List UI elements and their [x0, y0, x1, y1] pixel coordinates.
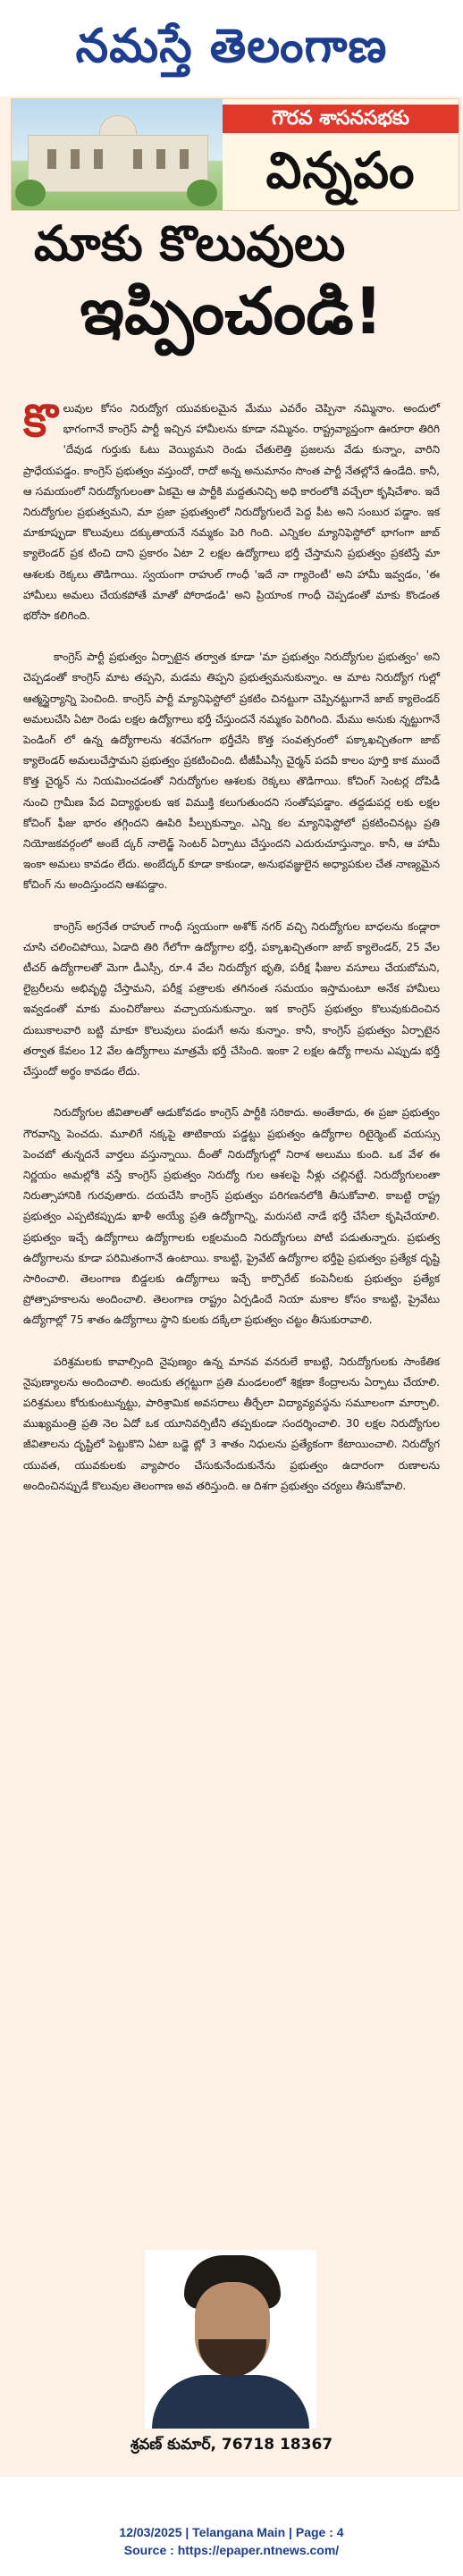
headline-line-1: మాకు కొలువులు — [34, 215, 346, 272]
headline — [11, 214, 452, 357]
author-photo — [145, 2250, 316, 2429]
author-name: శ్రవణ్ కుమార్, — [130, 2436, 216, 2454]
column-banner — [11, 98, 459, 211]
footer — [0, 2523, 463, 2559]
article-paragraph: నిరుద్యోగుల జీవితాలతో ఆడుకోవడం కాంగ్రెస్ పార్టీకి సరికాదు. అంతేకాదు, ఈ ప్రజా ప్రభుత్వం గౌరవాన్ని పెంచదు. మూలిగే నక్కపై తాటికాయ పడ్డట్టు ప్రభుత్వం ఉద్యోగాల రిటైర్మెంట్ వయస్సు పెంచబో తున్నదనే వార్తలు వస్తున్నాయి. దీంతో నిరుద్యోగుల్లో నిరాశ అలుము కుంది. ఒక వేళ ఈ నిర్ణయం అమల్లోకి వస్తే కాంగ్రెస్ ప్రభుత్వం నిరుద్యో గుల ఆశలపై నీళ్లు చల్లినట్టే. నిరుద్యోగులంతా నిరుత్సాహానికి గురవుతారు. దయచేసి కాంగ్రెస్ ప్రభుత్వం పరిగణనలోకి తీసుకోవాలి. కాబట్టి రాష్ట్ర ప్రభుత్వం ఎప్పటికప్పుడు ఖాళీ అయ్యే ప్రతి ఉద్యోగాన్ని, మరుసటి నాడే భర్తీ చేసేలా కృషిచేయాలి. ప్రభుత్వం ఇచ్చే ఉద్యోగాలు ఉద్యోగాలకు లక్షలమంది నిరుద్యోగులు పోటీ పడుతున్నారు. ప్రభుత్వ ఉద్యోగాలను కూడా పరిమితంగానే ఉంటాయి. కాబట్టి, ప్రైవేట్ ఉద్యోగాల భర్తీపై ప్రభుత్వం ప్రత్యేక దృష్టి సారించాలి. తెలంగాణ బిడ్డలకు ఉద్యోగాలు ఇచ్చే కార్పొరేట్ కంపెనీలకు ప్రభుత్వం ప్రత్యేక ప్రోత్సాహకాలను అందించాలి. తెలంగాణ రాష్ట్రం ఏర్పడిందే నియా మకాల కోసం కాబట్టి, ప్రైవేటు ఉద్యోగాల్లో 75 శాతం ఉద్యోగాలు స్థాని కులకు దక్కేలా ప్రభుత్వం చట్టం తీసుకురావాలి. — [23, 1106, 440, 1327]
source-line: Source : https://epaper.ntnews.com/ — [123, 2543, 340, 2557]
banner-title: విన్నపం — [265, 142, 416, 200]
edition-line: 12/03/2025 | Telangana Main | Page : 4 — [119, 2525, 344, 2539]
drop-cap: కొ — [23, 395, 58, 447]
article-paragraph: కాంగ్రెస్ పార్టీ ప్రభుత్వం ఏర్పాటైన తర్వాత కూడా 'మా ప్రభుత్వం నిరుద్యోగుల ప్రభుత్వం' అని చెప్పడంతో కాంగ్రెస్ మాట తప్పని, మడమ తిప్పని ప్రభుత్వమనుకున్నాం. ఆ మాట నిరుద్యోగ గుల్లో ఆత్మస్థైర్యాన్ని పెంచింది. కాంగ్రెస్ పార్టీ మ్యానిఫెస్టోలో ప్రకటిం చినట్టుగా చెప్పినట్టుగానే జాబ్ క్యాలెండర్ అమలుచేసి ఏటా రెండు లక్షల ఉద్యోగాలు భర్తీ చేస్తుందనే నమ్మకం పెరిగింది. మేము అనుకు న్నట్టుగానే పెండింగ్ లో ఉన్న ఉద్యోగాలను శరవేగంగా భర్తీచేసి కొత్త సంవత్సరంలో పక్కాఖచ్చితంగా జాబ్ క్యాలెండర్ అమలుచేస్తామని ప్రభుత్వం ప్రకటించింది. టీజీపీఎస్సీ చైర్మన్ పదవీ కాలం పూర్తి కాక ముందే కొత్త చైర్మన్ ను నియమించడంతో నిరుద్యోగుల ఆశలకు రెక్కలు తొడిగాయి. కోచింగ్ సెంటర్ల దోపిడీ నుంచి గ్రామీణ పేద విద్యార్థులకు ఇక విముక్తి కలుగుతుందని సంతోషపడ్డాం. తద్దడుపర్ల లకు లక్షల కోచింగ్ ఫీజు భారం తగ్గిందని ఊపిరి పీల్చుకున్నాం. ఎన్ని కల మ్యానిఫెస్టోలో ప్రకటించినట్లు ప్రతి నియోజకవర్గంలో అంబే ద్కర్ నాలెడ్జ్ సెంటర్ ఏర్పాటు చేస్తుందని ఎదురుచూస్తున్నాం. కానీ, ఆ హామీ ఇంకా అమలు కావడం లేదు. అంబేద్కర్ కూడా కాకుండా, అనుభవజ్ఞులైన అధ్యాపకుల చేత నాణ్యమైన కోచింగ్ ను అందిస్తుందని ఆశపడ్డాం. — [23, 650, 440, 892]
masthead-title: నమస్తే తెలంగాణ — [75, 20, 388, 73]
assembly-building-photo — [12, 99, 223, 210]
article-paragraph: పరిశ్రమలకు కావాల్సింది నైపుణ్యం ఉన్న మానవ వనరులే కాబట్టి, నిరుద్యోగులకు సాంకేతిక నైపుణ్యాలను అందించాలి. అందుకు తగ్గట్టుగా ప్రతి మండలంలో శిక్షణా కేంద్రాలను ఏర్పాటు చేయాలి. పరిశ్రమలు కోరుకుంటున్నట్టు, పారిశ్రామిక అవసరాలు తీర్చేలా విద్యావ్యవస్థను సమూలంగా మార్చాలి. ముఖ్యమంత్రి ప్రతి నెల ఏదో ఒక యూనివర్సిటీని తప్పకుండా సందర్శించాలి. 30 లక్షల నిరుద్యోగుల జీవితాలను దృష్టిలో పెట్టుకొని ఏటా బడ్జె ట్లో 3 శాతం నిధులను ప్రత్యేకంగా కేటాయించాలి. నిరుద్యోగ యువత, యువకులకు వ్యాపారం చేసుకునేందుకునేను ప్రభుత్వం ఉదారంగా రుణాలను అందించినప్పుడే కొలువుల తెలంగాణ అవ తరిస్తుంది. ఆ దిశగా ప్రభుత్వం చర్యలు తీసుకోవాలి. — [23, 1355, 440, 1492]
article-paragraph: కాంగ్రెస్ అగ్రనేత రాహుల్ గాంధీ స్వయంగా అశోక్ నగర్ వచ్చి నిరుద్యోగుల బాధలను కండ్లారా చూసి చలించిపోయి, ఏడాది తిరి గేలోగా ఉద్యోగాల భర్తీ, పక్కాఖచ్చితంగా జాబ్ క్యాలెండర్, 25 వేల టీచర్ ఉద్యోగాలతో మెగా డీఎస్సీ, రూ.4 వేల నిరుద్యోగ భృతి, పరీక్ష ఫీజుల వసూలు చేయబోమని, లైబ్రరీలను అభివృద్ధి చేస్తామని, పరీక్ష పత్రాలకు తగినంత సమయం ఇస్తామంటూ అనేక హామీలు ఇవ్వడంతో మాకు మంచిరోజులు వచ్చాయనుకున్నాం. ఇక కాంగ్రెస్ ప్రభుత్వం కొలువుకుదించిన దుబుకాలవారి బట్టి మాకూ కొలువులు పండుగే అను కున్నాం. కానీ, కాంగ్రెస్ ప్రభుత్వం ఏర్పాటైన తర్వాత కేవలం 12 వేల ఉద్యోగాలు మాత్రమే భర్తీ చేసింది. ఇంకా 2 లక్షల ఉద్యో గాలను ఎప్పుడు భర్తీ చేస్తుందో అర్థం కావడం లేదు. — [23, 919, 440, 1078]
masthead — [0, 0, 463, 96]
author-byline — [0, 2436, 463, 2457]
article-paragraph: కొలువుల కోసం నిరుద్యోగ యువకులమైన మేము ఎవరేం చెప్పినా నమ్మినాం. అందులో భాగంగానే కాంగ్రెస్ పార్టీ ఇచ్చిన హామీలను కూడా నమ్మినం. రాష్ట్రవ్యాప్తంగా ఊరూరా తిరిగి 'దేవుడ గుర్తుకు ఓటు వెయ్యిమని రెండు చేతులెత్తి ప్రజలను వేడు కున్నాం, వారిని ప్రాధేయపడ్డం. కాంగ్రెస్ ప్రభుత్వం వస్తుందో, రాదో అన్న అనుమానం సొంత పార్టీ నేతల్లోనే ఉండేది. కానీ, ఆ సమయంలో నిరుద్యోగులంతా ఏకమై ఆ పార్టీకి మద్దతునిచ్చి అధి కారంలోకి వచ్చేలా కృషిచేశాం. ఇదే నిరుద్యోగుల ప్రభుత్వమని, మా ప్రజా ప్రభుత్వంలో నిరుద్యోగులదే పెద్ద పీట అని సంబుర పడ్డాం. ఇక మాకూప్ఫుడా కొలువులు దక్కుతాయనే నమ్మకం పెరి గింది. ఎన్నికల మ్యానిఫెస్టోలో భాగంగా జాబ్ క్యాలెండర్ ప్రక టించి దాని ప్రకారం ఏటా 2 లక్షల ఉద్యోగాలు భర్తీ చేస్తామని ప్రభుత్వం ప్రకటిస్తే మా ఆశలకు రెక్కలు తొడిగాయి. స్వయంగా రాహుల్ గాంధీ 'ఇదే నా గ్యారెంటీ' అని హామీ ఇవ్వడం, 'ఈ హామీలు అమలు చేయకపోతే మాతో పోరాడండి' అని ప్రియాంక గాంధీ చెప్పడంతో మాకు కొండంత భరోసా కలిగింది. — [23, 395, 440, 623]
banner-strip: గౌరవ శాసనసభకు — [223, 105, 459, 133]
headline-line-2: ఇప్పించండి! — [80, 273, 383, 348]
article-body — [23, 395, 440, 1517]
author-phone: 76718 18367 — [221, 2436, 333, 2454]
